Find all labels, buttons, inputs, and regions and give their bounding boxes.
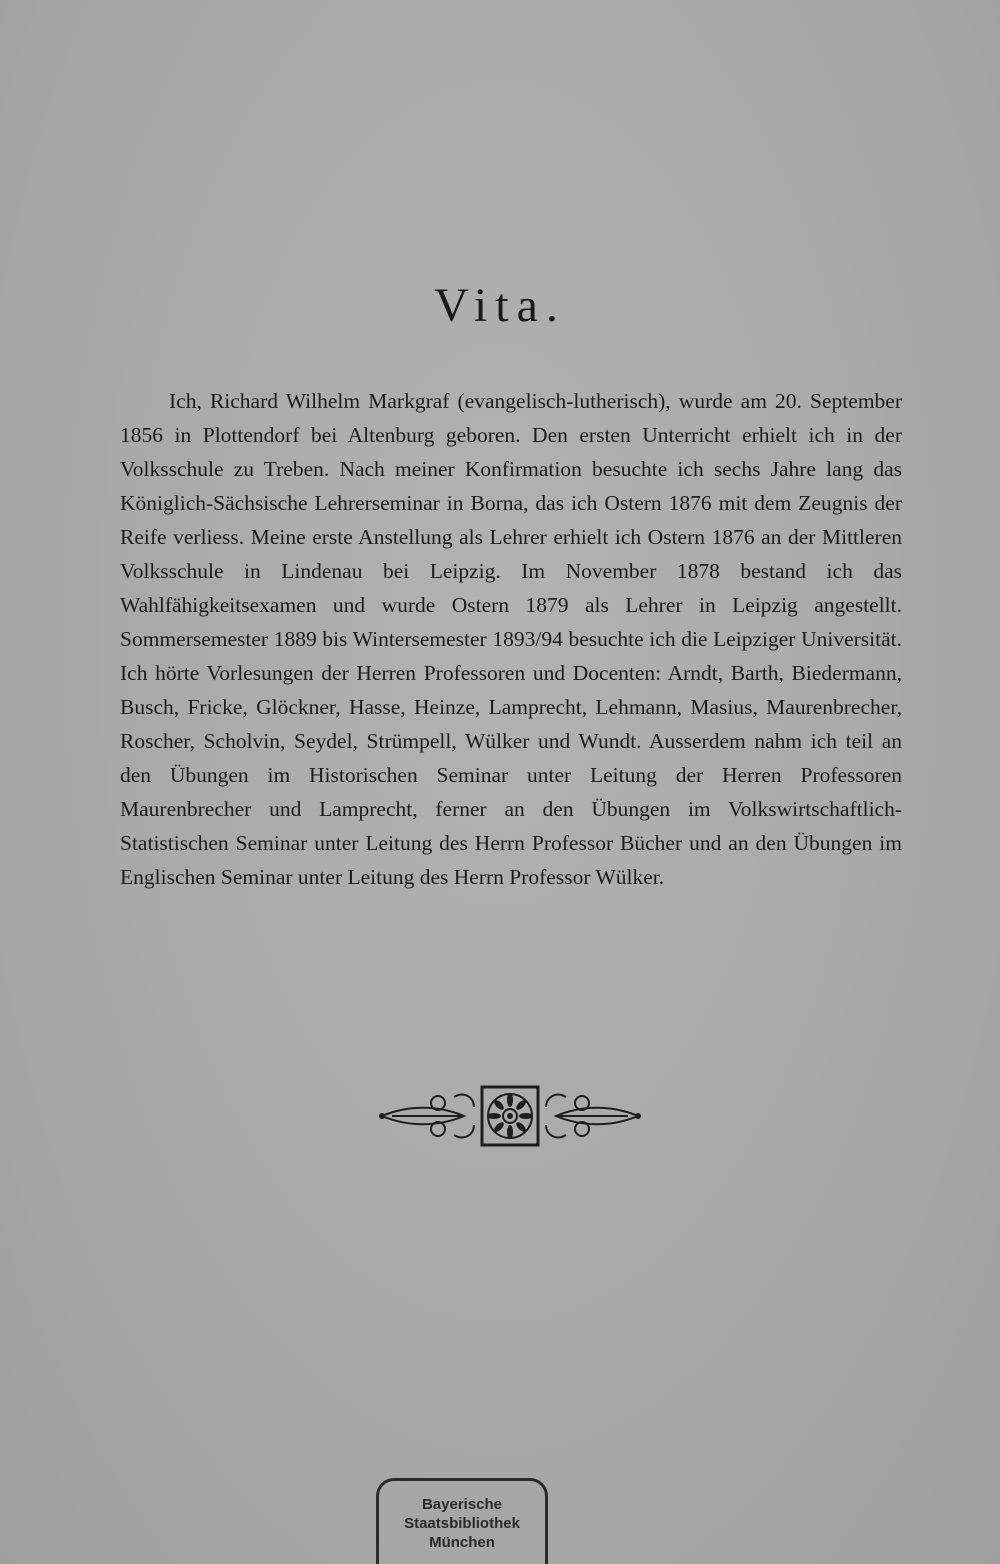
vita-paragraph: Ich, Richard Wilhelm Markgraf (evangelisch-lutherisch), wurde am 20. September 1856 in Plottendorf bei Altenburg geboren. Den ersten Unterricht erhielt ich in der Volksschule zu Treben. Nach meiner Konfirmation besuchte ich sechs Jahre lang das Königlich-Sächsische Lehrerseminar in Borna, das ich Ostern 1876 mit dem Zeugnis der Reife verliess. Meine erste Anstellung als Lehrer erhielt ich Ostern 1876 an der Mittleren Volksschule in Lindenau bei Leipzig. Im November 1878 bestand ich das Wahlfähigkeitsexamen und wurde Ostern 1879 als Lehrer in Leipzig angestellt. Sommersemester 1889 bis Wintersemester 1893/94 besuchte ich die Leipziger Universität. Ich hörte Vorlesungen der Herren Professoren und Docenten: Arndt, Barth, Biedermann, Busch, Fricke, Glöckner, Hasse, Heinze, Lamprecht, Lehmann, Masius, Maurenbrecher, Roscher, Scholvin, Seydel, Strümpell, Wülker und Wundt. Ausserdem nahm ich teil an den Übungen im Historischen Seminar unter Leitung der Herren Professoren Maurenbrecher und Lamprecht, ferner an den Übungen im Volkswirtschaftlich-Statistischen Seminar unter Leitung des Herrn Professor Bücher und an den Übungen im Englischen Seminar unter Leitung des Herrn Professor Wülker.: [120, 389, 902, 889]
library-stamp: [376, 1478, 548, 1564]
vita-body: [120, 384, 902, 894]
stamp-line-1: Bayerische: [421, 1496, 503, 1513]
page-title: Vita.: [434, 279, 566, 332]
stamp-line-3: München: [429, 1534, 495, 1551]
floral-rosette-ornament-icon: [378, 1083, 642, 1149]
stamp-line-2: Staatsbibliothek: [404, 1515, 520, 1532]
